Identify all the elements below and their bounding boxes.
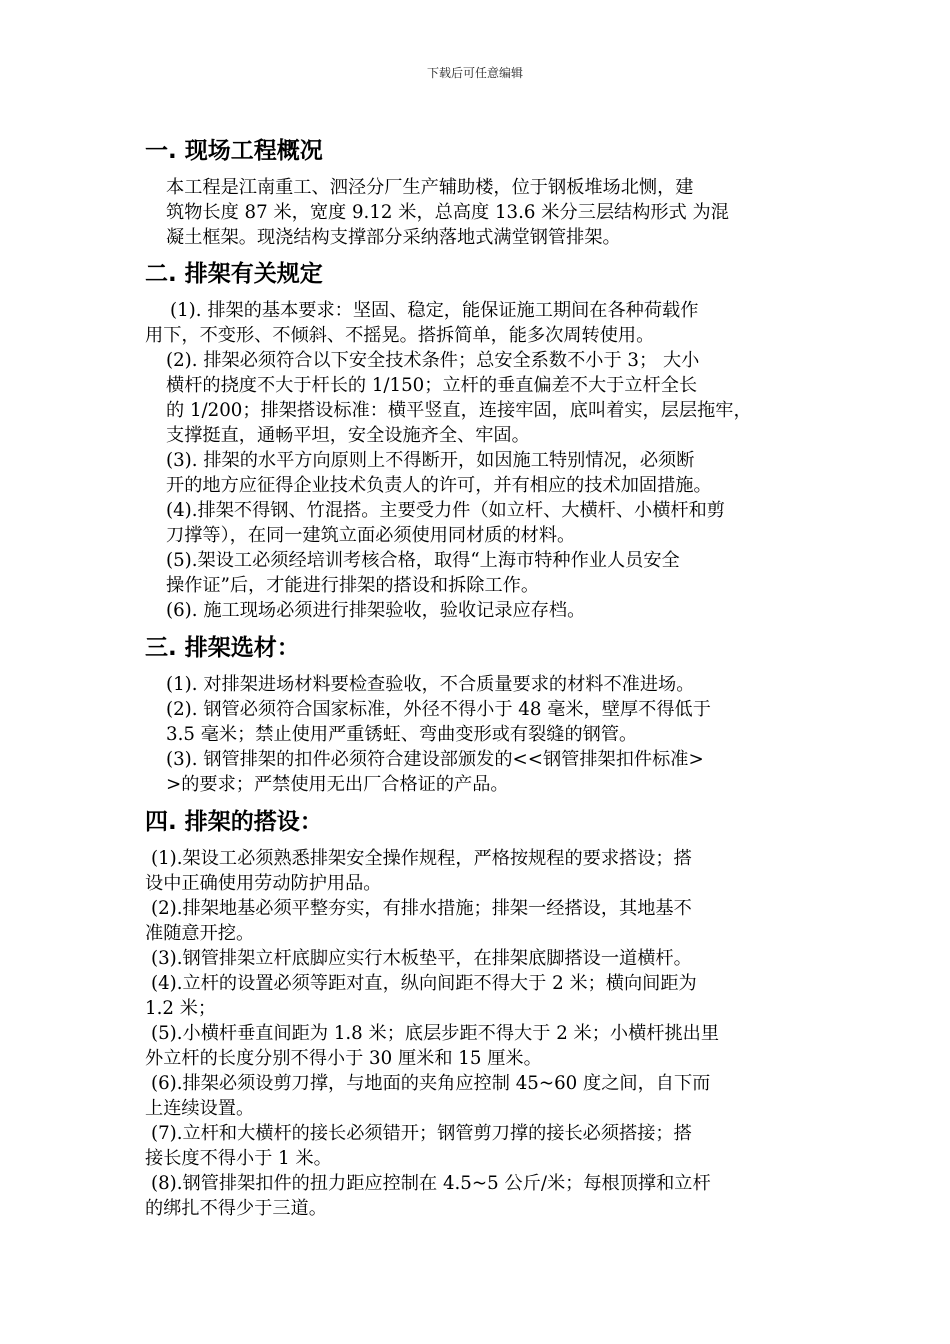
paragraph-line: 本工程是江南重工、泗泾分厂生产辅助楼，位于钢板堆场北恻，建 bbox=[166, 177, 694, 198]
paragraph-line: 准随意开挖。 bbox=[145, 923, 255, 944]
paragraph-line: 支撑挺直，通畅平坦，安全设施齐全、牢固。 bbox=[166, 425, 530, 446]
paragraph-line: (1). 排架的基本要求：坚固、稳定，能保证施工期间在各种荷载作 bbox=[170, 300, 699, 321]
paragraph-line: (1).架设工必须熟悉排架安全操作规程，严格按规程的要求搭设；搭 bbox=[151, 848, 692, 869]
paragraph-line: (5).架设工必须经培训考核合格，取得“上海市特种作业人员安全 bbox=[166, 550, 680, 571]
paragraph-line: 的绑扎不得少于三道。 bbox=[145, 1198, 327, 1219]
paragraph-line: (2). 钢管必须符合国家标准，外径不得小于 48 毫米，壁厚不得低于 bbox=[166, 699, 711, 720]
paragraph-line: (6).排架必须设剪刀撑，与地面的夹角应控制 45~60 度之间，自下而 bbox=[151, 1073, 711, 1094]
paragraph-line: 筑物长度 87 米，宽度 9.12 米，总高度 13.6 米分三层结构形式 为混 bbox=[166, 202, 729, 223]
paragraph-line: (3). 钢管排架的扣件必须符合建设部颁发的<<钢管排架扣件标准> bbox=[166, 749, 704, 770]
paragraph-line: 操作证”后，才能进行排架的搭设和拆除工作。 bbox=[166, 575, 540, 596]
paragraph-line: 3.5 毫米；禁止使用严重锈蚟、弯曲变形或有裂缝的钢管。 bbox=[166, 724, 638, 745]
page-header: 下载后可任意编辑 bbox=[426, 66, 523, 80]
paragraph-line: 横杆的挠度不大于杆长的 1/150；立杆的垂直偏差不大于立杆全长 bbox=[166, 375, 698, 396]
paragraph-line: 刀撑等），在同一建筑立面必须使用同材质的材料。 bbox=[166, 525, 576, 546]
paragraph-line: 开的地方应征得企业技术负责人的许可，并有相应的技术加固措施。 bbox=[166, 475, 712, 496]
paragraph-line: 设中正确使用劳动防护用品。 bbox=[145, 873, 382, 894]
paragraph-line: (2).排架地基必须平整夯实，有排水措施；排架一经搭设，其地基不 bbox=[151, 898, 692, 919]
paragraph-line: (5).小横杆垂直间距为 1.8 米；底层步距不得大于 2 米；小横杆挑出里 bbox=[151, 1023, 720, 1044]
section-heading: 一. 现场工程概况 bbox=[145, 138, 323, 164]
section-heading: 三. 排架选材： bbox=[145, 635, 300, 661]
paragraph-line: 接长度不得小于 1 米。 bbox=[145, 1148, 332, 1169]
paragraph-line: (4).排架不得钢、竹混搭。主要受力件（如立杆、大横杆、小横杆和剪 bbox=[166, 500, 725, 521]
paragraph-line: (4).立杆的设置必须等距对直，纵向间距不得大于 2 米；横向间距为 bbox=[151, 973, 697, 994]
section-heading: 二. 排架有关规定 bbox=[145, 261, 323, 287]
paragraph-line: (3). 排架的水平方向原则上不得断开，如因施工特别情况，必须断 bbox=[166, 450, 695, 471]
paragraph-line: (3).钢管排架立杆底脚应实行木板垫平，在排架底脚搭设一道横杆。 bbox=[151, 948, 692, 969]
paragraph-line: 外立杆的长度分别不得小于 30 厘米和 15 厘米。 bbox=[145, 1048, 542, 1069]
paragraph-line: 用下，不变形、不倾斜、不摇晃。搭拆简单，能多次周转使用。 bbox=[145, 325, 655, 346]
paragraph-line: 1.2 米； bbox=[145, 998, 217, 1019]
paragraph-line: (1). 对排架进场材料要检查验收，不合质量要求的材料不准进场。 bbox=[166, 674, 695, 695]
paragraph-line: 的 1/200；排架搭设标准：横平竖直，连接牢固，底叫着实，层层拖牢， bbox=[166, 400, 752, 421]
section-heading: 四. 排架的搭设： bbox=[145, 809, 323, 835]
paragraph-line: 上连续设置。 bbox=[145, 1098, 255, 1119]
paragraph-line: (2). 排架必须符合以下安全技术条件；总安全系数不小于 3； 大小 bbox=[166, 350, 700, 371]
paragraph-line: (8).钢管排架扣件的扭力距应控制在 4.5~5 公斤/米；每根顶撑和立杆 bbox=[151, 1173, 711, 1194]
paragraph-line: 凝土框架。现浇结构支撑部分采纳落地式满堂钢管排架。 bbox=[166, 227, 621, 248]
paragraph-line: (6). 施工现场必须进行排架验收，验收记录应存档。 bbox=[166, 600, 586, 621]
paragraph-line: (7).立杆和大横杆的接长必须错开；钢管剪刀撑的接长必须搭接；搭 bbox=[151, 1123, 692, 1144]
paragraph-line: >的要求；严禁使用无出厂合格证的产品。 bbox=[166, 774, 509, 795]
